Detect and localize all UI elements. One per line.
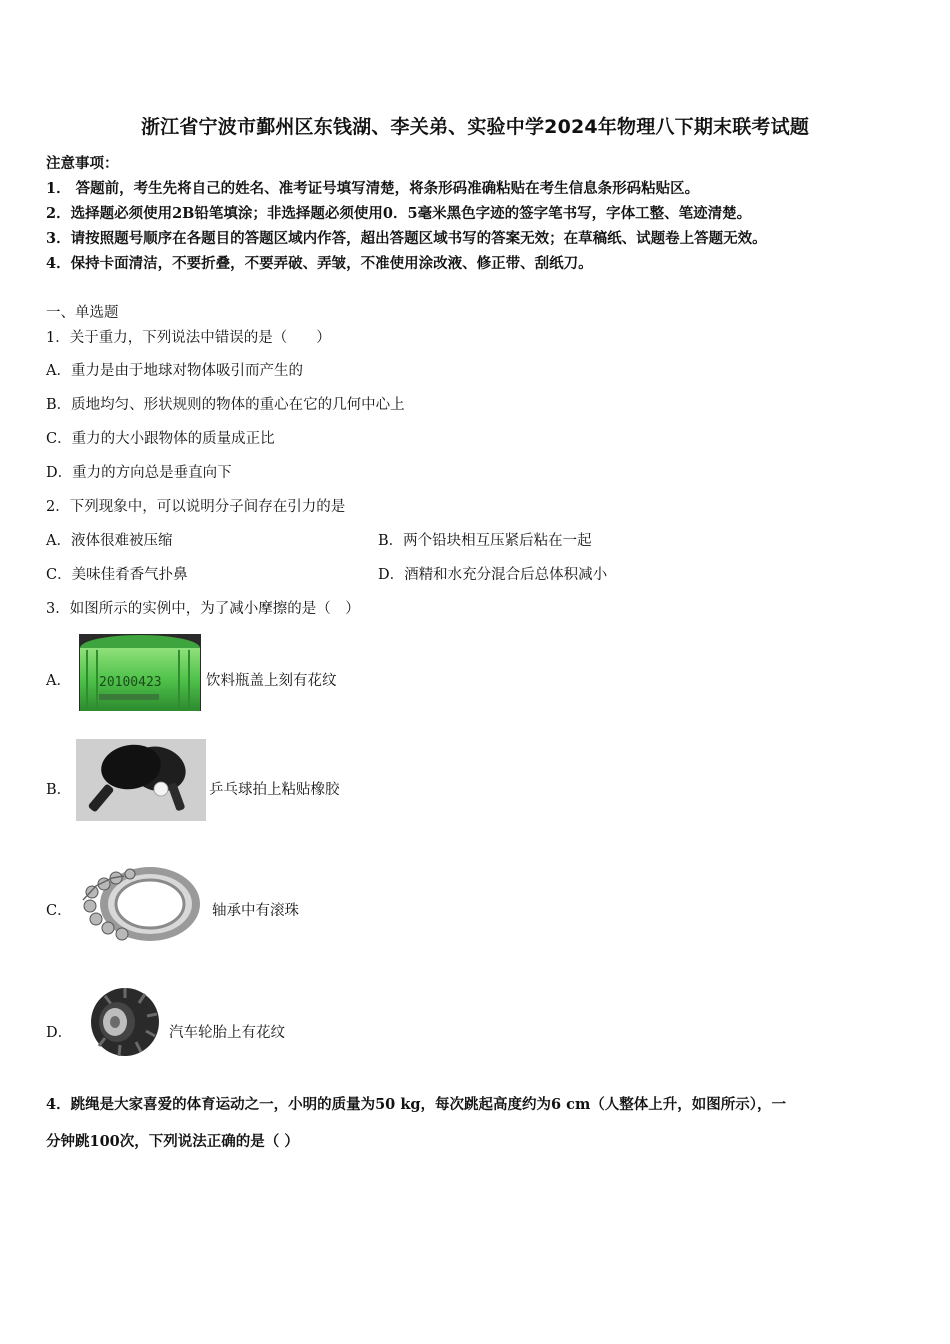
q2-option-b: B．两个铅块相互压紧后粘在一起: [378, 533, 592, 549]
q1-option-b: B．质地均匀、形状规则的物体的重心在它的几何中心上: [46, 397, 405, 413]
page-title: 浙江省宁波市鄞州区东钱湖、李关弟、实验中学2024年物理八下期末联考试题: [140, 116, 810, 138]
q2-option-a: A．液体很难被压缩: [46, 533, 173, 549]
bottle-cap-print: 20100423: [99, 675, 162, 690]
ping-pong-paddle-image: [76, 739, 206, 821]
bottle-cap-image: [79, 634, 201, 711]
q2-option-c: C．美味佳肴香气扑鼻: [46, 567, 188, 583]
notice-heading: 注意事项：: [46, 155, 119, 172]
q3-stem: 3．如图所示的实例中，为了减小摩擦的是（ ）: [46, 601, 360, 617]
q1-stem: 1．关于重力，下列说法中错误的是（ ）: [46, 330, 331, 346]
q3-option-d-caption: 汽车轮胎上有花纹: [169, 1025, 285, 1041]
q3-option-a-caption: 饮料瓶盖上刻有花纹: [206, 673, 337, 689]
q3-option-c-letter: C．: [46, 903, 72, 919]
bearing-image: [78, 864, 202, 944]
q3-option-b-letter: B．: [46, 782, 72, 798]
q2-stem: 2．下列现象中，可以说明分子间存在引力的是: [46, 499, 346, 515]
notice-item-4: 4．保持卡面清洁，不要折叠，不要弄破、弄皱，不准使用涂改液、修正带、刮纸刀。: [46, 255, 593, 272]
q3-option-a-letter: A．: [46, 673, 71, 689]
q1-option-d: D．重力的方向总是垂直向下: [46, 465, 232, 481]
section-heading: 一、单选题: [46, 305, 119, 321]
tire-image: [83, 984, 161, 1058]
q3-option-d-letter: D．: [46, 1025, 73, 1041]
notice-item-3: 3．请按照题号顺序在各题目的答题区域内作答，超出答题区域书写的答案无效；在草稿纸、试题卷上答题无效。: [46, 230, 767, 247]
q2-option-d: D．酒精和水充分混合后总体积减小: [378, 567, 608, 583]
q4-stem-line-2: 分钟跳100次，下列说法正确的是（ ）: [46, 1133, 299, 1150]
q1-option-c: C．重力的大小跟物体的质量成正比: [46, 431, 275, 447]
notice-item-1: 1． 答题前，考生先将自己的姓名、准考证号填写清楚，将条形码准确粘贴在考生信息条形码粘贴区。: [46, 180, 700, 197]
q3-option-c-caption: 轴承中有滚珠: [212, 903, 299, 919]
q3-option-b-caption: 乒乓球拍上粘贴橡胶: [209, 782, 340, 798]
q4-stem-line-1: 4．跳绳是大家喜爱的体育运动之一，小明的质量为50 kg，每次跳起高度约为6 cm（人整体上升，如图所示），一: [46, 1096, 787, 1113]
q1-option-a: A．重力是由于地球对物体吸引而产生的: [46, 363, 303, 379]
notice-item-2: 2．选择题必须使用2B铅笔填涂；非选择题必须使用0．5毫米黑色字迹的签字笔书写，字体工整、笔迹清楚。: [46, 205, 752, 222]
